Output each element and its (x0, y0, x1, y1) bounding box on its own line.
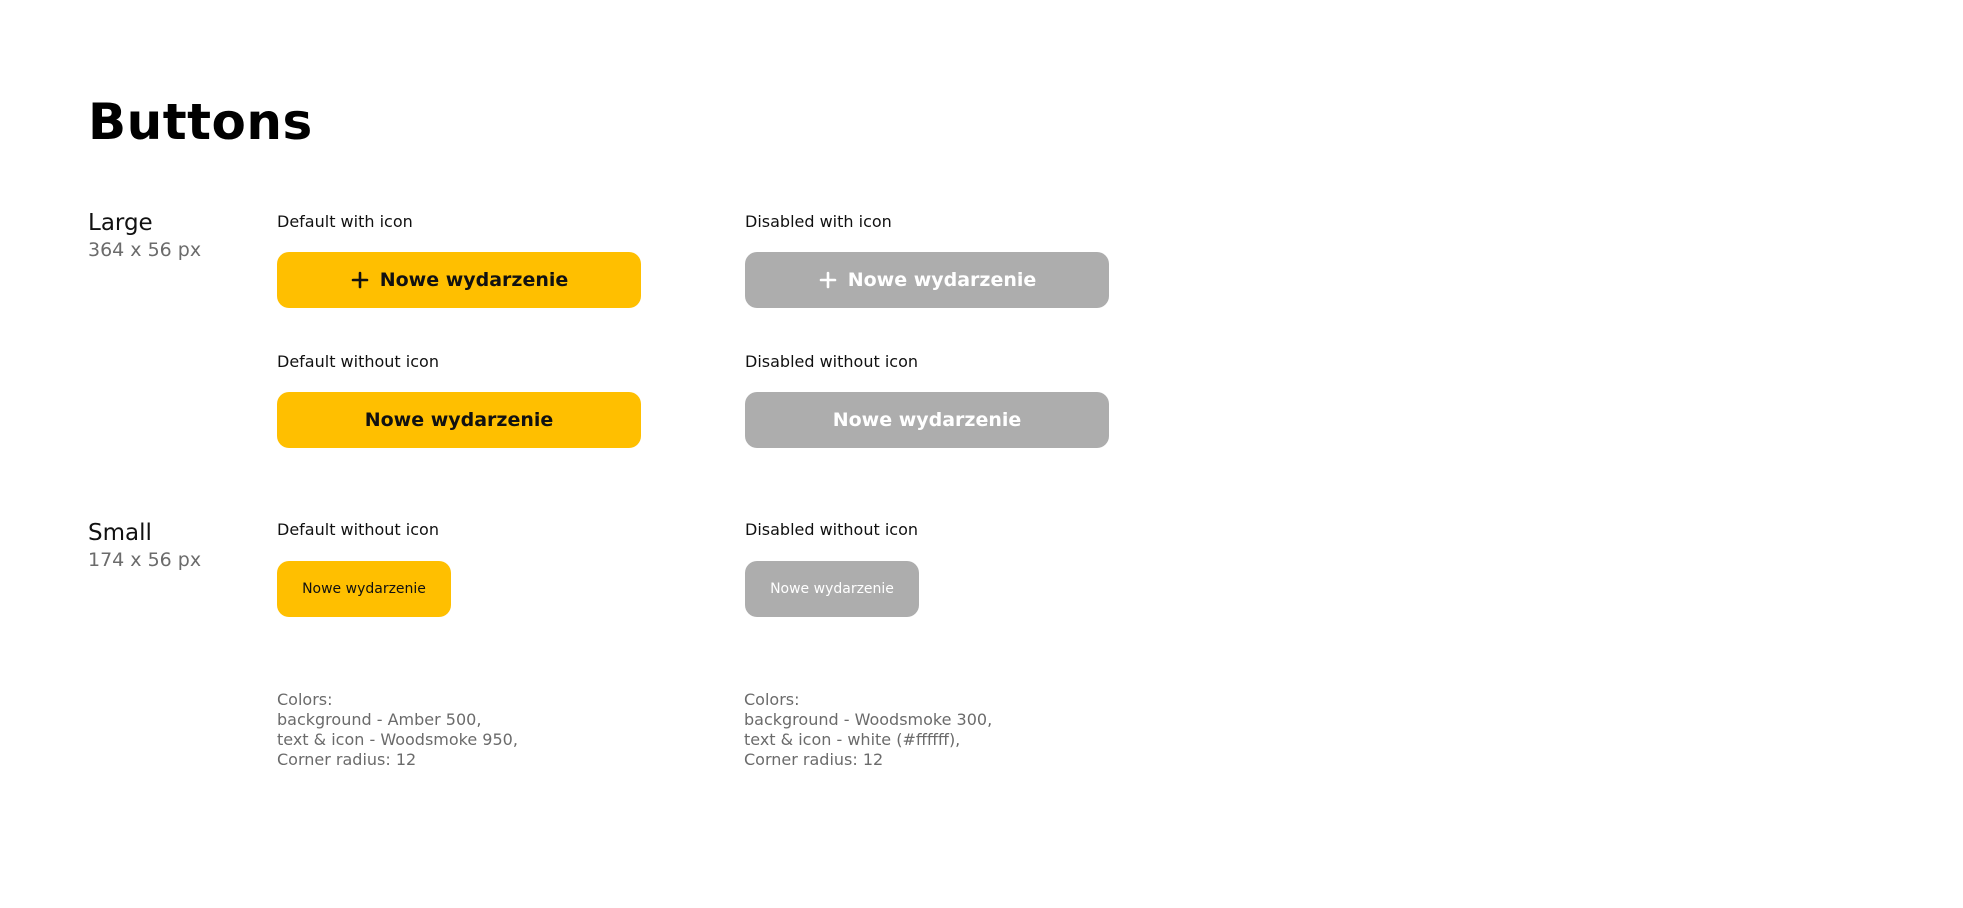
small-default-without-icon-button[interactable] (277, 561, 451, 617)
large-disabled-with-icon-button[interactable] (745, 252, 1109, 308)
button-text: Nowe wydarzenie (364, 409, 554, 431)
note-line: text & icon - Woodsmoke 950, (277, 730, 518, 749)
large-default-without-icon-label: Default without icon (277, 352, 439, 371)
plus-icon (818, 270, 838, 290)
small-default-without-icon-label: Default without icon (277, 520, 439, 539)
large-default-with-icon-button[interactable] (277, 252, 641, 308)
small-disabled-without-icon-button[interactable] (745, 561, 919, 617)
large-size-dimensions: 364 x 56 px (88, 239, 202, 261)
small-size-dimensions: 174 x 56 px (88, 549, 202, 571)
note-line: Colors: (744, 690, 800, 709)
button-text: Nowe wydarzenie (832, 409, 1022, 431)
note-line: background - Woodsmoke 300, (744, 710, 993, 729)
plus-icon (350, 270, 370, 290)
large-default-without-icon-button[interactable] (277, 392, 641, 448)
page-title: Buttons (88, 93, 313, 151)
button-text: Nowe wydarzenie (770, 581, 894, 597)
note-line: Corner radius: 12 (277, 750, 417, 769)
large-default-with-icon-label: Default with icon (277, 212, 413, 231)
large-size-name: Large (88, 210, 153, 236)
note-line: Colors: (277, 690, 333, 709)
small-size-name: Small (88, 520, 152, 546)
button-text: Nowe wydarzenie (847, 269, 1037, 291)
large-disabled-without-icon-label: Disabled without icon (745, 352, 918, 371)
button-text: Nowe wydarzenie (379, 269, 569, 291)
button-text: Nowe wydarzenie (302, 581, 426, 597)
small-disabled-without-icon-label: Disabled without icon (745, 520, 918, 539)
note-line: Corner radius: 12 (744, 750, 884, 769)
default-colors-note (277, 690, 518, 770)
note-line: background - Amber 500, (277, 710, 482, 729)
disabled-colors-note (744, 690, 992, 770)
large-disabled-without-icon-button[interactable] (745, 392, 1109, 448)
note-line: text & icon - white (#ffffff), (744, 730, 961, 749)
large-disabled-with-icon-label: Disabled with icon (745, 212, 892, 231)
